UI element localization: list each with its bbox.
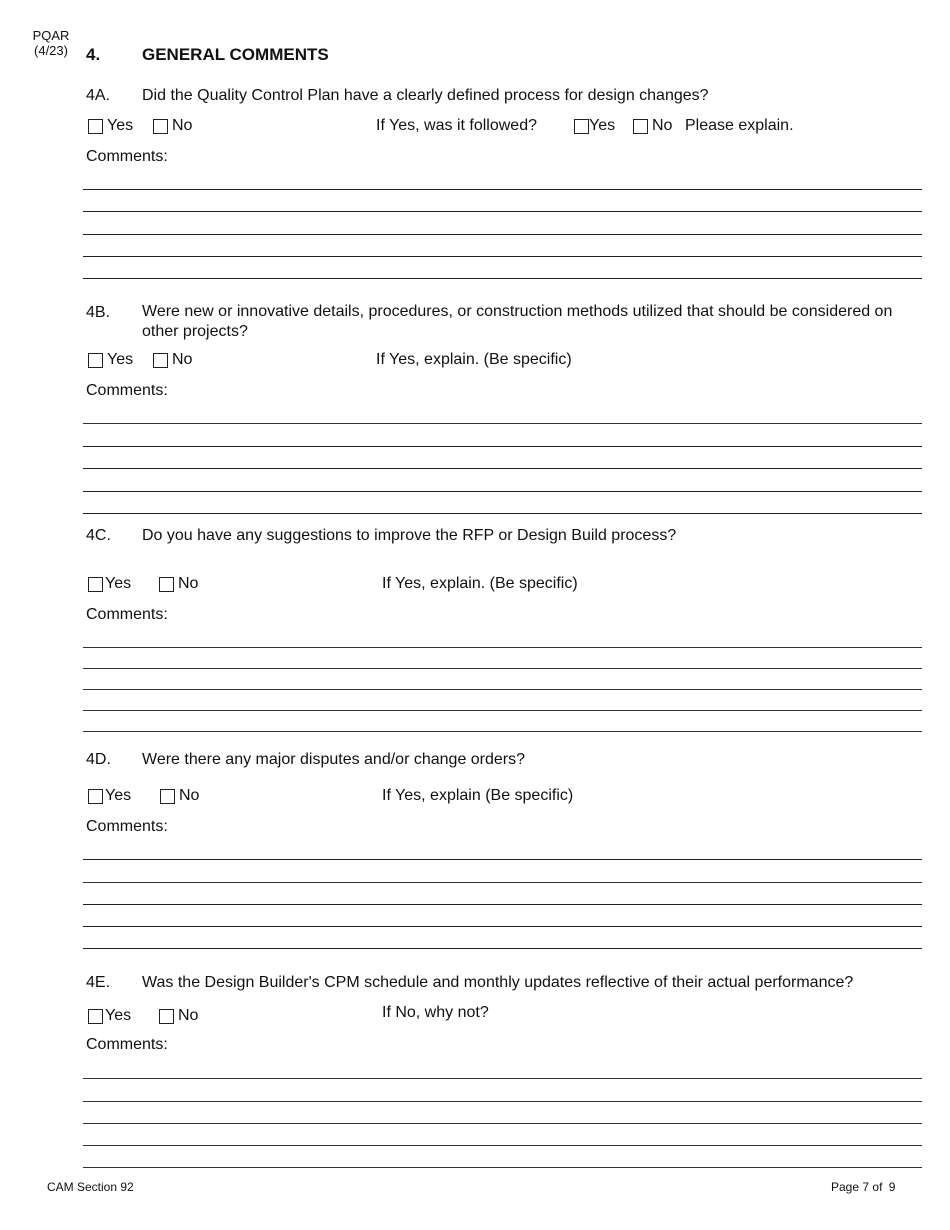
yes-label: Yes (105, 1007, 132, 1024)
question-4a-yes-option[interactable] (88, 117, 133, 135)
question-4a-text: Did the Quality Control Plan have a clearly defined process for design changes? (142, 87, 709, 104)
footer-page-number (831, 1180, 895, 1194)
page-num: 7 (862, 1180, 870, 1194)
question-4d-no-option[interactable] (160, 787, 199, 805)
comment-line[interactable] (83, 710, 922, 711)
comment-line[interactable] (83, 423, 922, 424)
comment-line[interactable] (83, 256, 922, 257)
yes-label: Yes (589, 117, 616, 134)
question-4a-no-option[interactable] (153, 117, 192, 135)
comment-line[interactable] (83, 211, 922, 212)
question-4c-text: Do you have any suggestions to improve the RFP or Design Build process? (142, 527, 677, 544)
comment-line[interactable] (83, 1078, 922, 1079)
question-4d-yes-option[interactable] (88, 787, 131, 805)
form-id (26, 28, 76, 58)
question-4b-number: 4B. (86, 304, 111, 321)
checkbox[interactable] (160, 789, 175, 804)
comment-line[interactable] (83, 234, 922, 235)
comment-line[interactable] (83, 668, 922, 669)
comment-line[interactable] (83, 446, 922, 447)
comment-line[interactable] (83, 948, 922, 949)
checkbox[interactable] (574, 119, 589, 134)
checkbox[interactable] (88, 789, 103, 804)
question-4d-text: Were there any major disputes and/or change orders? (142, 751, 526, 768)
no-label: No (172, 117, 193, 134)
question-4a-followup: If Yes, was it followed? (376, 117, 537, 134)
question-4a-followup-no-option[interactable] (633, 117, 672, 135)
comment-line[interactable] (83, 513, 922, 514)
checkbox[interactable] (153, 119, 168, 134)
checkbox[interactable] (88, 577, 103, 592)
section-number: 4. (86, 45, 101, 64)
question-4d-comments-label: Comments: (86, 818, 168, 835)
question-4e-comments-label: Comments: (86, 1036, 168, 1053)
question-4b-text: Were new or innovative details, procedures, or construction methods utilized that should be considered on other projects? (142, 303, 893, 340)
comment-line[interactable] (83, 926, 922, 927)
question-4b-followup: If Yes, explain. (Be specific) (376, 351, 572, 368)
checkbox[interactable] (88, 1009, 103, 1024)
yes-label: Yes (105, 575, 132, 592)
question-4d-number: 4D. (86, 751, 111, 768)
checkbox[interactable] (633, 119, 648, 134)
form-code: PQAR (32, 28, 70, 43)
of-label: of (872, 1180, 883, 1194)
no-label: No (652, 117, 673, 134)
comment-line[interactable] (83, 859, 922, 860)
comment-line[interactable] (83, 1123, 922, 1124)
checkbox[interactable] (88, 353, 103, 368)
comment-line[interactable] (83, 189, 922, 190)
checkbox[interactable] (153, 353, 168, 368)
yes-label: Yes (107, 351, 134, 368)
question-4d-followup: If Yes, explain (Be specific) (382, 787, 574, 804)
no-label: No (178, 1007, 199, 1024)
question-4c-no-option[interactable] (159, 575, 198, 593)
checkbox[interactable] (88, 119, 103, 134)
comment-line[interactable] (83, 1101, 922, 1102)
no-label: No (178, 575, 199, 592)
comment-line[interactable] (83, 689, 922, 690)
comment-line[interactable] (83, 491, 922, 492)
question-4c-followup: If Yes, explain. (Be specific) (382, 575, 578, 592)
checkbox[interactable] (159, 1009, 174, 1024)
question-4e-yes-option[interactable] (88, 1007, 131, 1025)
question-4e-no-option[interactable] (159, 1007, 198, 1025)
page-label: Page (831, 1180, 860, 1194)
no-label: No (172, 351, 193, 368)
comment-line[interactable] (83, 647, 922, 648)
comment-line[interactable] (83, 1167, 922, 1168)
section-title: GENERAL COMMENTS (142, 45, 329, 64)
comment-line[interactable] (83, 882, 922, 883)
question-4b-no-option[interactable] (153, 351, 192, 369)
question-4c-comments-label: Comments: (86, 606, 168, 623)
question-4b-yes-option[interactable] (88, 351, 133, 369)
question-4e-text: Was the Design Builder's CPM schedule and monthly updates reflective of their actual performance? (142, 974, 854, 991)
question-4b-comments-label: Comments: (86, 382, 168, 399)
comment-line[interactable] (83, 731, 922, 732)
checkbox[interactable] (159, 577, 174, 592)
question-4e-followup: If No, why not? (382, 1004, 489, 1021)
question-4a-followup-yes-option[interactable] (574, 117, 615, 135)
question-4a-number: 4A. (86, 87, 111, 104)
footer-section: CAM Section 92 (47, 1180, 134, 1194)
question-4c-yes-option[interactable] (88, 575, 131, 593)
question-4a-comments-label: Comments: (86, 148, 168, 165)
page-total: 9 (888, 1180, 896, 1194)
comment-line[interactable] (83, 1145, 922, 1146)
yes-label: Yes (105, 787, 132, 804)
comment-line[interactable] (83, 468, 922, 469)
comment-line[interactable] (83, 904, 922, 905)
yes-label: Yes (107, 117, 134, 134)
question-4a-followup-tail: Please explain. (685, 117, 794, 134)
form-date: (4/23) (34, 43, 68, 58)
question-4e-number: 4E. (86, 974, 111, 991)
comment-line[interactable] (83, 278, 922, 279)
no-label: No (179, 787, 200, 804)
question-4c-number: 4C. (86, 527, 111, 544)
